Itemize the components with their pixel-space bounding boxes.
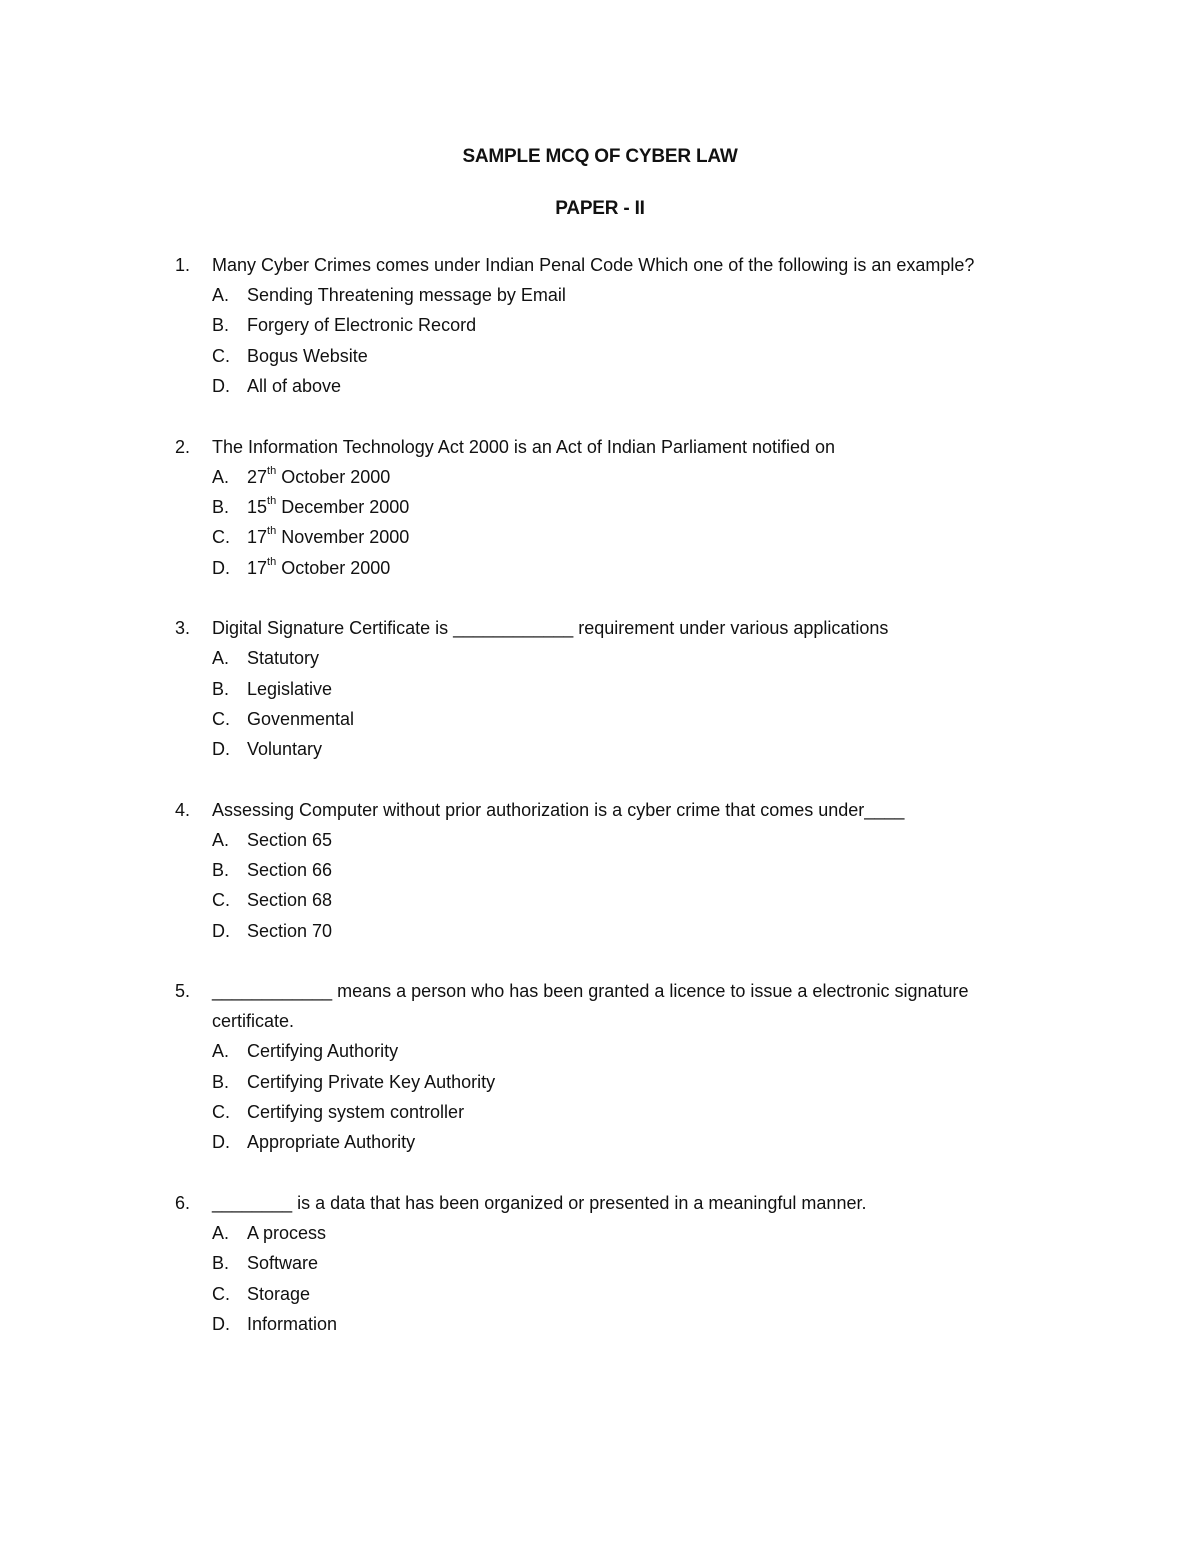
option-letter: C.: [212, 708, 230, 729]
question-text: The Information Technology Act 2000 is an Act of Indian Parliament notified on: [212, 436, 836, 457]
question-2: [175, 432, 1055, 584]
ordinal-suffix: th: [267, 555, 277, 568]
question-text-line: [175, 795, 1055, 825]
option-letter: C.: [212, 527, 230, 548]
option-day: 15: [247, 496, 268, 517]
option-text: Statutory: [247, 648, 320, 669]
question-5: [175, 976, 1055, 1158]
option-d: [212, 734, 1055, 764]
option-list: [175, 643, 1055, 765]
question-number: 4.: [175, 799, 191, 820]
option-text: Section 65: [247, 829, 333, 850]
option-month-year: October 2000: [276, 466, 391, 487]
option-text: All of above: [247, 376, 342, 397]
ordinal-suffix: th: [267, 494, 277, 507]
option-text: Govenmental: [247, 708, 355, 729]
option-a: [212, 462, 1055, 492]
question-text-line: [175, 250, 1055, 280]
option-c: [212, 885, 1055, 915]
document-title: SAMPLE MCQ OF CYBER LAW: [462, 146, 738, 167]
option-text: Voluntary: [247, 739, 323, 760]
question-3: [175, 613, 1055, 765]
option-letter: A.: [212, 466, 230, 487]
option-text: Certifying Private Key Authority: [247, 1071, 496, 1092]
option-letter: D.: [212, 557, 230, 578]
option-letter: A.: [212, 285, 230, 305]
question-1: [175, 250, 1055, 402]
question-text-line: [175, 613, 1055, 643]
question-number: 6.: [175, 1192, 191, 1213]
option-b: [212, 1248, 1055, 1278]
question-text: ____________ means a person who has been granted a licence to issue a electronic signature certificate.: [212, 981, 969, 1032]
option-text: Storage: [247, 1283, 311, 1304]
option-text: Section 66: [247, 860, 333, 881]
option-a: [212, 1036, 1055, 1066]
option-month-year: November 2000: [276, 527, 410, 548]
option-d: [212, 1127, 1055, 1157]
question-number: 3.: [175, 618, 191, 639]
question-number: 5.: [175, 981, 191, 1002]
option-text: Section 68: [247, 890, 333, 911]
option-day: 17: [247, 557, 268, 578]
option-letter: C.: [212, 890, 230, 911]
option-day: 27: [247, 466, 268, 487]
option-text: Forgery of Electronic Record: [247, 315, 477, 336]
option-a: [212, 643, 1055, 673]
option-c: [212, 1097, 1055, 1127]
question-text-line: [175, 432, 1055, 462]
question-4: [175, 795, 1055, 947]
option-d: [212, 1309, 1055, 1339]
option-text: Certifying Authority: [247, 1041, 399, 1062]
option-b: [212, 855, 1055, 885]
option-letter: D.: [212, 1313, 230, 1334]
option-b: [212, 492, 1055, 522]
question-text: Many Cyber Crimes comes under Indian Penal Code Which one of the following is an example?: [212, 255, 975, 275]
option-c: [212, 1279, 1055, 1309]
option-text: Legislative: [247, 678, 333, 699]
option-d: [212, 916, 1055, 946]
option-letter: A.: [212, 648, 230, 669]
option-text: Information: [247, 1313, 338, 1334]
question-text: Digital Signature Certificate is ____________ requirement under various applications: [212, 618, 889, 639]
option-list: [175, 1036, 1055, 1158]
option-letter: A.: [212, 1222, 230, 1243]
option-text: Sending Threatening message by Email: [247, 285, 566, 305]
option-list: [175, 280, 1055, 402]
option-list: [175, 1218, 1055, 1340]
option-a: [212, 825, 1055, 855]
ordinal-suffix: th: [267, 464, 277, 477]
option-c: [212, 341, 1055, 371]
option-d: [212, 371, 1055, 401]
option-letter: B.: [212, 315, 230, 336]
option-letter: C.: [212, 1283, 230, 1304]
option-letter: B.: [212, 1071, 230, 1092]
ordinal-suffix: th: [267, 525, 277, 538]
option-b: [212, 1067, 1055, 1097]
question-text-line: [175, 976, 1055, 1036]
option-text: Software: [247, 1253, 319, 1274]
option-letter: D.: [212, 739, 230, 760]
option-letter: B.: [212, 1253, 230, 1274]
option-c: [212, 704, 1055, 734]
option-a: [212, 1218, 1055, 1248]
option-a: [212, 280, 1055, 310]
question-list: [175, 250, 1055, 1369]
option-text: Certifying system controller: [247, 1102, 465, 1123]
option-letter: B.: [212, 860, 230, 881]
option-letter: C.: [212, 345, 230, 366]
option-text: A process: [247, 1222, 327, 1243]
option-letter: C.: [212, 1102, 230, 1123]
option-month-year: October 2000: [276, 557, 391, 578]
option-b: [212, 674, 1055, 704]
option-text: Appropriate Authority: [247, 1132, 416, 1153]
option-letter: D.: [212, 376, 230, 397]
question-text-line: [175, 1188, 1055, 1218]
question-6: [175, 1188, 1055, 1340]
option-list: [175, 462, 1055, 584]
question-number: 2.: [175, 436, 191, 457]
option-month-year: December 2000: [276, 496, 410, 517]
question-number: 1.: [175, 255, 191, 275]
option-list: [175, 825, 1055, 947]
option-letter: B.: [212, 496, 230, 517]
option-letter: D.: [212, 1132, 230, 1153]
paper-subtitle: PAPER - II: [555, 198, 645, 219]
option-text: Section 70: [247, 920, 333, 941]
option-d: [212, 553, 1055, 583]
option-day: 17: [247, 527, 268, 548]
question-text: ________ is a data that has been organized or presented in a meaningful manner.: [212, 1192, 867, 1213]
option-letter: B.: [212, 678, 230, 699]
option-c: [212, 522, 1055, 552]
option-letter: D.: [212, 920, 230, 941]
question-text: Assessing Computer without prior authorization is a cyber crime that comes under____: [212, 799, 905, 820]
option-letter: A.: [212, 829, 230, 850]
option-letter: A.: [212, 1041, 230, 1062]
option-text: Bogus Website: [247, 345, 368, 366]
option-b: [212, 310, 1055, 340]
